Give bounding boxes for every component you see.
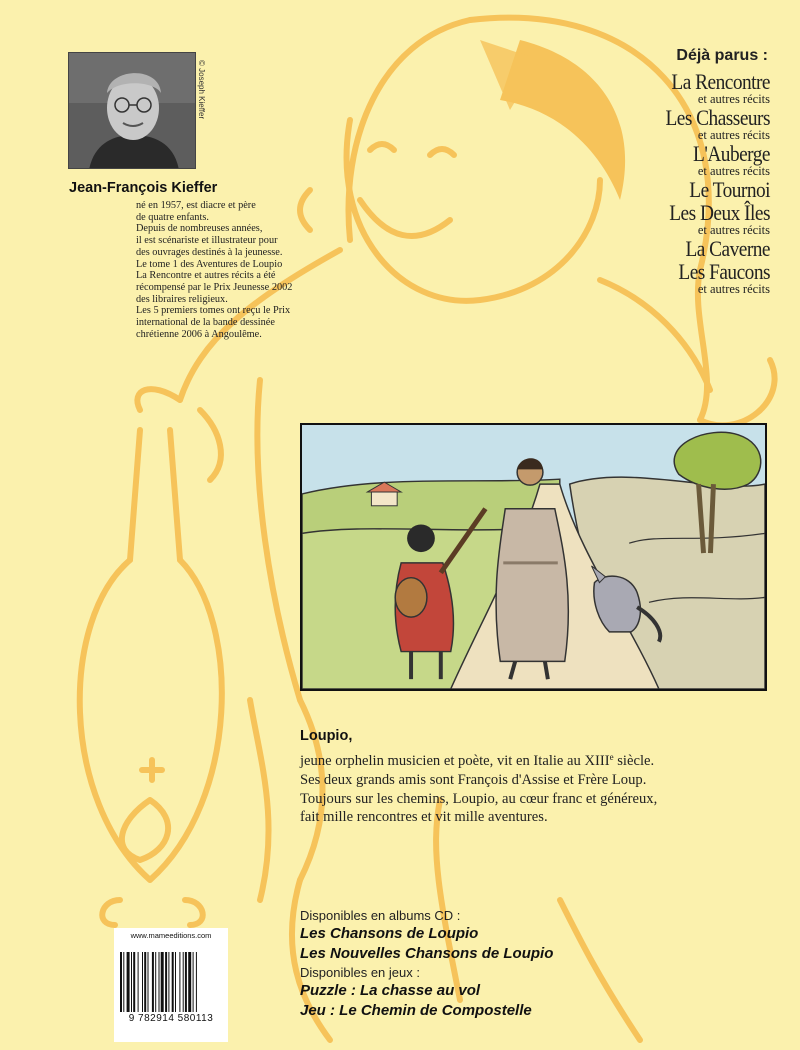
book-title: La Rencontre [671, 69, 770, 94]
author-name: Jean-François Kieffer [69, 180, 218, 196]
book-title: Les Faucons [678, 259, 770, 284]
comic-panel-illustration [300, 423, 767, 691]
description-line-1: jeune orphelin musicien et poète, vit en Italie au XIIIe siècle. [300, 752, 655, 769]
author-bio-line: de quatre enfants. [136, 211, 209, 223]
book-subtitle: et autres récits [697, 223, 770, 237]
author-bio-line: Le tome 1 des Aventures de Loupio [136, 258, 283, 270]
description-line-2: Ses deux grands amis sont François d'Assise et Frère Loup. [300, 771, 647, 788]
barcode-icon [120, 952, 222, 1012]
publisher-url: www.mameeditions.com [130, 931, 212, 940]
cd-album-item: Les Chansons de Loupio [300, 925, 479, 942]
cd-album-item: Les Nouvelles Chansons de Loupio [300, 945, 554, 962]
game-item: Jeu : Le Chemin de Compostelle [300, 1002, 532, 1019]
author-bio [136, 200, 336, 340]
barcode-box [114, 928, 228, 1042]
book-title: L'Auberge [693, 141, 770, 166]
book-title: Le Tournoi [689, 177, 770, 202]
game-item: Puzzle : La chasse au vol [300, 982, 481, 999]
author-bio-line: Depuis de nombreuses années, [136, 223, 263, 235]
book-subtitle: et autres récits [697, 128, 770, 142]
book-title: La Caverne [685, 236, 770, 261]
published-title-item [510, 178, 770, 201]
author-bio-line: récompensé par le Prix Jeunesse 2002 [136, 281, 293, 293]
description-line-4: fait mille rencontres et vit mille aventures. [300, 809, 548, 826]
author-photo [68, 52, 196, 169]
author-bio-line: né en 1957, est diacre et père [136, 200, 256, 211]
description-text [300, 748, 770, 827]
book-title: Les Deux Îles [669, 200, 770, 225]
author-bio-line: il est scénariste et illustrateur pour [136, 235, 278, 247]
published-title-item [510, 142, 770, 178]
book-subtitle: et autres récits [697, 282, 770, 296]
description-line-3: Toujours sur les chemins, Loupio, au cœur franc et généreux, [300, 790, 658, 807]
cd-albums-header: Disponibles en albums CD : [300, 908, 461, 923]
author-portrait-image [69, 53, 196, 169]
author-bio-line: La Rencontre et autres récits a été [136, 270, 276, 282]
book-title: Les Chasseurs [665, 105, 770, 130]
published-title-item [510, 237, 770, 260]
author-bio-line: des ouvrages destinés à la jeunesse. [136, 246, 283, 258]
published-heading: Déjà parus : [676, 47, 768, 64]
available-products [300, 907, 700, 1021]
author-bio-line: des libraires religieux. [136, 293, 228, 305]
author-bio-line: Les 5 premiers tomes ont reçu le Prix [136, 305, 291, 317]
author-bio-line: chrétienne 2006 à Angoulême. [136, 328, 262, 340]
description-heading: Loupio, [300, 728, 353, 744]
published-title-item [510, 70, 770, 106]
road-scene-image [302, 425, 765, 689]
author-bio-line: international de la bande dessinée [136, 317, 275, 329]
published-title-item [510, 260, 770, 296]
book-subtitle: et autres récits [697, 92, 770, 106]
games-header: Disponibles en jeux : [300, 965, 420, 980]
published-title-item [510, 201, 770, 237]
published-titles-list [510, 70, 770, 296]
isbn-number: 9 782914 580113 [128, 1013, 214, 1024]
published-title-item [510, 106, 770, 142]
book-subtitle: et autres récits [697, 164, 770, 178]
photo-credit: © Joseph Kieffer [197, 60, 206, 120]
